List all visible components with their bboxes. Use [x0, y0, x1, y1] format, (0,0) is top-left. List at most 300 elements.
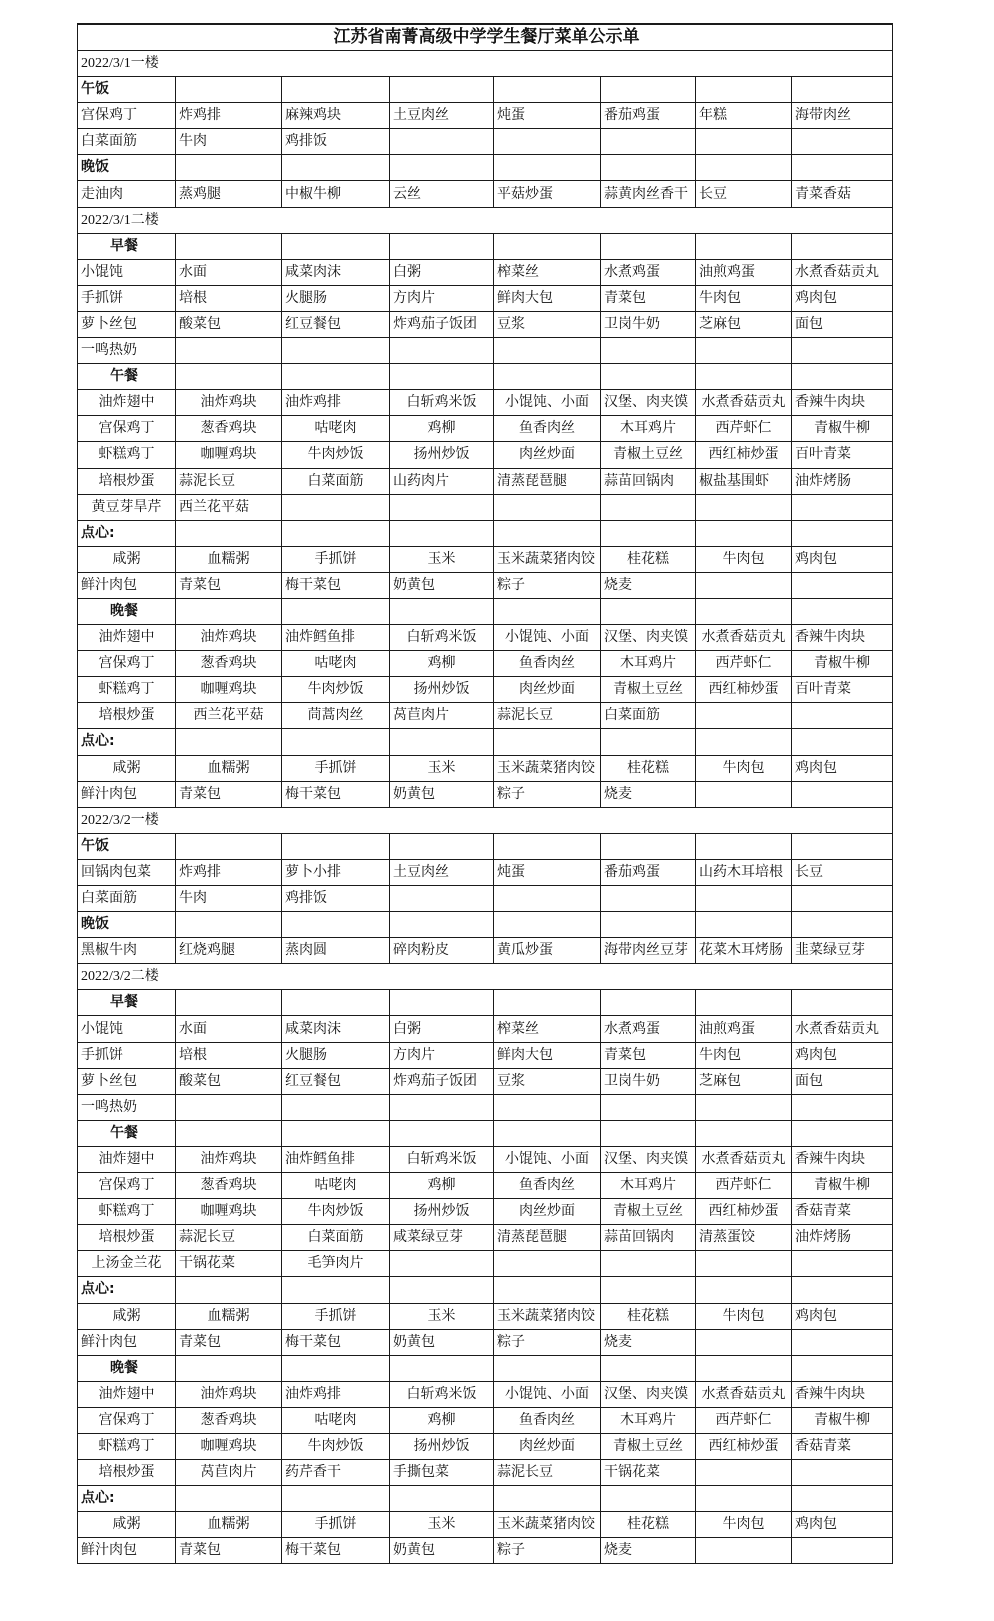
dish-cell: 白菜面筋 [282, 1225, 390, 1251]
dish-cell: 青椒土豆丝 [601, 442, 696, 468]
dish-cell: 毛笋肉片 [282, 1251, 390, 1277]
dish-row [78, 338, 893, 364]
dish-cell: 奶黄包 [390, 1329, 494, 1355]
dish-cell: 小馄饨 [78, 1016, 176, 1042]
dish-cell: 奶黄包 [390, 781, 494, 807]
dish-cell: 油炸鸡排 [282, 1381, 390, 1407]
meal-header-row [78, 1355, 893, 1381]
dish-cell: 油炸鳕鱼排 [282, 1146, 390, 1172]
empty-cell [176, 598, 282, 624]
empty-cell [696, 155, 792, 181]
dish-cell: 手抓饼 [78, 285, 176, 311]
empty-cell [696, 1329, 792, 1355]
meal-header-row [78, 1486, 893, 1512]
dish-cell: 青椒牛柳 [792, 1407, 893, 1433]
dish-cell: 平菇炒蛋 [494, 181, 601, 207]
dish-cell: 萝卜丝包 [78, 311, 176, 337]
meal-header-row [78, 1277, 893, 1303]
meal-label: 午饭 [78, 77, 176, 103]
empty-cell [282, 364, 390, 390]
dish-row [78, 1381, 893, 1407]
meal-label: 早餐 [78, 233, 176, 259]
empty-cell [696, 1486, 792, 1512]
dish-cell: 油炸烤肠 [792, 468, 893, 494]
empty-cell [696, 833, 792, 859]
empty-cell [792, 1355, 893, 1381]
dish-cell: 手抓饼 [282, 1512, 390, 1538]
empty-cell [390, 1120, 494, 1146]
dish-cell: 茼蒿肉丝 [282, 703, 390, 729]
meal-label: 点心: [78, 1486, 176, 1512]
empty-cell [494, 77, 601, 103]
dish-cell: 炸鸡茄子饭团 [390, 1068, 494, 1094]
dish-cell: 面包 [792, 1068, 893, 1094]
dish-cell: 莴苣肉片 [176, 1460, 282, 1486]
meal-label: 午餐 [78, 364, 176, 390]
dish-row [78, 285, 893, 311]
dish-cell: 鲜汁肉包 [78, 1329, 176, 1355]
dish-cell: 鲜汁肉包 [78, 572, 176, 598]
dish-cell: 血糯粥 [176, 755, 282, 781]
empty-cell [601, 494, 696, 520]
empty-cell [792, 1538, 893, 1564]
dish-cell: 土豆肉丝 [390, 103, 494, 129]
dish-cell: 咖喱鸡块 [176, 1199, 282, 1225]
dish-row [78, 703, 893, 729]
empty-cell [792, 233, 893, 259]
dish-cell: 干锅花菜 [601, 1460, 696, 1486]
dish-cell: 水煮香菇贡丸 [696, 1381, 792, 1407]
empty-cell [176, 338, 282, 364]
meal-label: 午饭 [78, 833, 176, 859]
empty-cell [696, 886, 792, 912]
dish-cell: 牛肉炒饭 [282, 677, 390, 703]
dish-cell: 虾糕鸡丁 [78, 1433, 176, 1459]
dish-cell: 蒜泥长豆 [176, 468, 282, 494]
dish-row [78, 651, 893, 677]
dish-cell: 海带肉丝豆芽 [601, 938, 696, 964]
dish-row [78, 468, 893, 494]
dish-cell: 红烧鸡腿 [176, 938, 282, 964]
dish-cell: 鱼香肉丝 [494, 651, 601, 677]
dish-cell: 红豆餐包 [282, 1068, 390, 1094]
dish-cell: 一鸣热奶 [78, 1094, 176, 1120]
dish-row [78, 1016, 893, 1042]
dish-cell: 鸡肉包 [792, 1303, 893, 1329]
dish-cell: 青椒牛柳 [792, 1173, 893, 1199]
dish-cell: 培根炒蛋 [78, 1460, 176, 1486]
dish-cell: 肉丝炒面 [494, 1433, 601, 1459]
empty-cell [792, 338, 893, 364]
dish-cell: 咕咾肉 [282, 416, 390, 442]
empty-cell [282, 1277, 390, 1303]
meal-label: 点心: [78, 1277, 176, 1303]
empty-cell [792, 781, 893, 807]
empty-cell [792, 1329, 893, 1355]
dish-cell: 火腿肠 [282, 1042, 390, 1068]
dish-cell: 虾糕鸡丁 [78, 442, 176, 468]
dish-cell: 云丝 [390, 181, 494, 207]
dish-cell: 汉堡、肉夹馍 [601, 625, 696, 651]
empty-cell [390, 833, 494, 859]
dish-cell: 萝卜小排 [282, 859, 390, 885]
dish-cell: 粽子 [494, 1329, 601, 1355]
empty-cell [176, 77, 282, 103]
empty-cell [792, 155, 893, 181]
dish-cell: 西红柿炒蛋 [696, 1433, 792, 1459]
dish-cell: 鲜肉大包 [494, 285, 601, 311]
dish-cell: 花菜木耳烤肠 [696, 938, 792, 964]
dish-cell: 牛肉 [176, 129, 282, 155]
dish-cell: 油炸鸡块 [176, 1146, 282, 1172]
dish-cell: 鸡肉包 [792, 285, 893, 311]
empty-cell [792, 729, 893, 755]
empty-cell [390, 233, 494, 259]
empty-cell [601, 1120, 696, 1146]
meal-header-row [78, 598, 893, 624]
dish-row [78, 259, 893, 285]
empty-cell [601, 1355, 696, 1381]
meal-header-row [78, 520, 893, 546]
empty-cell [792, 1277, 893, 1303]
dish-row [78, 390, 893, 416]
meal-header-row [78, 833, 893, 859]
empty-cell [601, 1251, 696, 1277]
empty-cell [696, 1538, 792, 1564]
empty-cell [390, 912, 494, 938]
dish-cell: 上汤金兰花 [78, 1251, 176, 1277]
dish-cell: 番茄鸡蛋 [601, 103, 696, 129]
empty-cell [792, 1251, 893, 1277]
empty-cell [282, 912, 390, 938]
dish-cell: 青菜包 [176, 1329, 282, 1355]
empty-cell [494, 494, 601, 520]
dish-cell: 香辣牛肉块 [792, 1146, 893, 1172]
dish-cell: 长豆 [696, 181, 792, 207]
empty-cell [282, 1355, 390, 1381]
empty-cell [390, 338, 494, 364]
dish-cell: 牛肉包 [696, 1512, 792, 1538]
dish-cell: 白斩鸡米饭 [390, 390, 494, 416]
empty-cell [282, 1486, 390, 1512]
empty-cell [494, 886, 601, 912]
dish-cell: 玉米蔬菜猪肉饺 [494, 755, 601, 781]
empty-cell [282, 833, 390, 859]
dish-cell: 白粥 [390, 1016, 494, 1042]
dish-cell: 虾糕鸡丁 [78, 1199, 176, 1225]
dish-cell: 榨菜丝 [494, 259, 601, 285]
dish-cell: 油炸鸡块 [176, 390, 282, 416]
menu-table [77, 23, 893, 1564]
empty-cell [390, 1355, 494, 1381]
empty-cell [390, 77, 494, 103]
dish-cell: 山药木耳培根 [696, 859, 792, 885]
dish-cell: 奶黄包 [390, 572, 494, 598]
dish-cell: 豆浆 [494, 1068, 601, 1094]
empty-cell [176, 1486, 282, 1512]
meal-header-row [78, 990, 893, 1016]
dish-row [78, 1146, 893, 1172]
dish-cell: 青菜香菇 [792, 181, 893, 207]
empty-cell [494, 1355, 601, 1381]
dish-cell: 榨菜丝 [494, 1016, 601, 1042]
dish-cell: 油炸鸡块 [176, 1381, 282, 1407]
page-title: 江苏省南菁高级中学学生餐厅菜单公示单 [78, 24, 893, 51]
dish-cell: 红豆餐包 [282, 311, 390, 337]
dish-cell: 牛肉 [176, 886, 282, 912]
empty-cell [696, 703, 792, 729]
dish-cell: 粽子 [494, 1538, 601, 1564]
dish-cell: 咸粥 [78, 1512, 176, 1538]
dish-cell: 炸鸡茄子饭团 [390, 311, 494, 337]
dish-cell: 油煎鸡蛋 [696, 259, 792, 285]
dish-row [78, 1433, 893, 1459]
dish-cell: 油炸鳕鱼排 [282, 625, 390, 651]
dish-cell: 青椒土豆丝 [601, 1433, 696, 1459]
dish-cell: 肉丝炒面 [494, 442, 601, 468]
dish-cell: 咸菜绿豆芽 [390, 1225, 494, 1251]
dish-cell: 走油肉 [78, 181, 176, 207]
section-date-floor: 2022/3/2一楼 [78, 807, 893, 833]
dish-cell: 汉堡、肉夹馍 [601, 390, 696, 416]
meal-label: 晚餐 [78, 1355, 176, 1381]
dish-cell: 肉丝炒面 [494, 1199, 601, 1225]
empty-cell [282, 233, 390, 259]
empty-cell [390, 494, 494, 520]
dish-cell: 肉丝炒面 [494, 677, 601, 703]
dish-cell: 中椒牛柳 [282, 181, 390, 207]
empty-cell [390, 1094, 494, 1120]
dish-cell: 黑椒牛肉 [78, 938, 176, 964]
empty-cell [792, 364, 893, 390]
empty-cell [696, 77, 792, 103]
meal-header-row [78, 155, 893, 181]
empty-cell [792, 833, 893, 859]
dish-cell: 手撕包菜 [390, 1460, 494, 1486]
empty-cell [696, 990, 792, 1016]
dish-cell: 牛肉包 [696, 285, 792, 311]
dish-cell: 鸡柳 [390, 1173, 494, 1199]
dish-cell: 血糯粥 [176, 546, 282, 572]
dish-cell: 炸鸡排 [176, 859, 282, 885]
meal-label: 点心: [78, 520, 176, 546]
empty-cell [696, 598, 792, 624]
dish-cell: 香辣牛肉块 [792, 1381, 893, 1407]
empty-cell [792, 1486, 893, 1512]
dish-cell: 葱香鸡块 [176, 651, 282, 677]
dish-cell: 干锅花菜 [176, 1251, 282, 1277]
dish-row [78, 103, 893, 129]
empty-cell [176, 1120, 282, 1146]
empty-cell [601, 990, 696, 1016]
meal-label: 早餐 [78, 990, 176, 1016]
dish-cell: 水煮香菇贡丸 [792, 1016, 893, 1042]
dish-cell: 西芹虾仁 [696, 651, 792, 677]
empty-cell [494, 598, 601, 624]
date-row [78, 964, 893, 990]
empty-cell [696, 1355, 792, 1381]
dish-cell: 玉米 [390, 1303, 494, 1329]
empty-cell [601, 833, 696, 859]
dish-cell: 白斩鸡米饭 [390, 1381, 494, 1407]
empty-cell [792, 77, 893, 103]
dish-cell: 蒜泥长豆 [494, 703, 601, 729]
empty-cell [390, 990, 494, 1016]
dish-cell: 咸粥 [78, 755, 176, 781]
empty-cell [494, 833, 601, 859]
dish-cell: 一鸣热奶 [78, 338, 176, 364]
dish-cell: 回锅肉包菜 [78, 859, 176, 885]
empty-cell [696, 364, 792, 390]
dish-cell: 炖蛋 [494, 859, 601, 885]
dish-cell: 香辣牛肉块 [792, 625, 893, 651]
dish-cell: 青椒土豆丝 [601, 1199, 696, 1225]
empty-cell [601, 77, 696, 103]
empty-cell [282, 494, 390, 520]
dish-cell: 宫保鸡丁 [78, 416, 176, 442]
empty-cell [390, 1251, 494, 1277]
empty-cell [176, 1355, 282, 1381]
empty-cell [390, 520, 494, 546]
empty-cell [601, 729, 696, 755]
dish-cell: 牛肉炒饭 [282, 442, 390, 468]
dish-cell: 清蒸蛋饺 [696, 1225, 792, 1251]
dish-cell: 韭菜绿豆芽 [792, 938, 893, 964]
dish-cell: 牛肉炒饭 [282, 1199, 390, 1225]
empty-cell [176, 729, 282, 755]
dish-cell: 油炸翅中 [78, 625, 176, 651]
dish-cell: 鲜汁肉包 [78, 1538, 176, 1564]
empty-cell [494, 1120, 601, 1146]
dish-cell: 油炸翅中 [78, 390, 176, 416]
empty-cell [792, 1120, 893, 1146]
empty-cell [696, 1120, 792, 1146]
empty-cell [696, 520, 792, 546]
dish-cell: 油炸翅中 [78, 1146, 176, 1172]
dish-cell: 梅干菜包 [282, 1329, 390, 1355]
dish-cell: 宫保鸡丁 [78, 651, 176, 677]
dish-cell: 油炸鸡排 [282, 390, 390, 416]
empty-cell [176, 155, 282, 181]
dish-cell: 扬州炒饭 [390, 1433, 494, 1459]
dish-cell: 西芹虾仁 [696, 416, 792, 442]
empty-cell [390, 1486, 494, 1512]
dish-cell: 牛肉包 [696, 755, 792, 781]
dish-cell: 青菜包 [601, 285, 696, 311]
dish-cell: 扬州炒饭 [390, 1199, 494, 1225]
dish-cell: 鸡排饭 [282, 129, 390, 155]
dish-cell: 蒜泥长豆 [494, 1460, 601, 1486]
empty-cell [601, 1094, 696, 1120]
empty-cell [792, 1460, 893, 1486]
date-row [78, 51, 893, 77]
dish-cell: 培根 [176, 285, 282, 311]
dish-cell: 扬州炒饭 [390, 677, 494, 703]
dish-cell: 白菜面筋 [78, 886, 176, 912]
empty-cell [601, 1486, 696, 1512]
empty-cell [282, 77, 390, 103]
dish-cell: 鸡柳 [390, 1407, 494, 1433]
dish-cell: 蒜苗回锅肉 [601, 1225, 696, 1251]
meal-label: 点心: [78, 729, 176, 755]
empty-cell [696, 338, 792, 364]
empty-cell [696, 494, 792, 520]
dish-cell: 蒜黄肉丝香干 [601, 181, 696, 207]
dish-cell: 芝麻包 [696, 1068, 792, 1094]
empty-cell [282, 598, 390, 624]
dish-cell: 虾糕鸡丁 [78, 677, 176, 703]
dish-row [78, 886, 893, 912]
dish-cell: 土豆肉丝 [390, 859, 494, 885]
dish-cell: 鸡柳 [390, 416, 494, 442]
empty-cell [601, 520, 696, 546]
empty-cell [601, 364, 696, 390]
dish-row [78, 625, 893, 651]
dish-cell: 青菜包 [601, 1042, 696, 1068]
dish-cell: 油炸烤肠 [792, 1225, 893, 1251]
empty-cell [792, 912, 893, 938]
empty-cell [176, 1094, 282, 1120]
dish-cell: 鱼香肉丝 [494, 1173, 601, 1199]
dish-cell: 莴苣肉片 [390, 703, 494, 729]
empty-cell [282, 338, 390, 364]
dish-cell: 西兰花平菇 [176, 703, 282, 729]
meal-header-row [78, 729, 893, 755]
dish-cell: 血糯粥 [176, 1303, 282, 1329]
dish-row [78, 1407, 893, 1433]
dish-cell: 梅干菜包 [282, 781, 390, 807]
empty-cell [494, 1486, 601, 1512]
dish-cell: 水煮鸡蛋 [601, 1016, 696, 1042]
dish-cell: 咸粥 [78, 546, 176, 572]
empty-cell [696, 1094, 792, 1120]
empty-cell [390, 729, 494, 755]
dish-cell: 木耳鸡片 [601, 1407, 696, 1433]
dish-cell: 青菜包 [176, 1538, 282, 1564]
dish-row [78, 1251, 893, 1277]
dish-cell: 白粥 [390, 259, 494, 285]
dish-cell: 香辣牛肉块 [792, 390, 893, 416]
empty-cell [792, 990, 893, 1016]
dish-cell: 青椒土豆丝 [601, 677, 696, 703]
dish-cell: 番茄鸡蛋 [601, 859, 696, 885]
dish-cell: 清蒸琵琶腿 [494, 468, 601, 494]
dish-cell: 鱼香肉丝 [494, 416, 601, 442]
dish-cell: 百叶青菜 [792, 677, 893, 703]
dish-cell: 油炸翅中 [78, 1381, 176, 1407]
empty-cell [601, 155, 696, 181]
empty-cell [176, 520, 282, 546]
dish-cell: 葱香鸡块 [176, 416, 282, 442]
dish-cell: 血糯粥 [176, 1512, 282, 1538]
dish-cell: 酸菜包 [176, 311, 282, 337]
dish-cell: 油煎鸡蛋 [696, 1016, 792, 1042]
dish-row [78, 1329, 893, 1355]
dish-row [78, 938, 893, 964]
empty-cell [176, 990, 282, 1016]
empty-cell [494, 364, 601, 390]
dish-cell: 蒸鸡腿 [176, 181, 282, 207]
dish-cell: 宫保鸡丁 [78, 1407, 176, 1433]
dish-row [78, 1538, 893, 1564]
dish-cell: 山药肉片 [390, 468, 494, 494]
dish-row [78, 546, 893, 572]
empty-cell [601, 1277, 696, 1303]
dish-cell: 卫岗牛奶 [601, 1068, 696, 1094]
empty-cell [494, 338, 601, 364]
dish-cell: 培根炒蛋 [78, 703, 176, 729]
empty-cell [390, 129, 494, 155]
